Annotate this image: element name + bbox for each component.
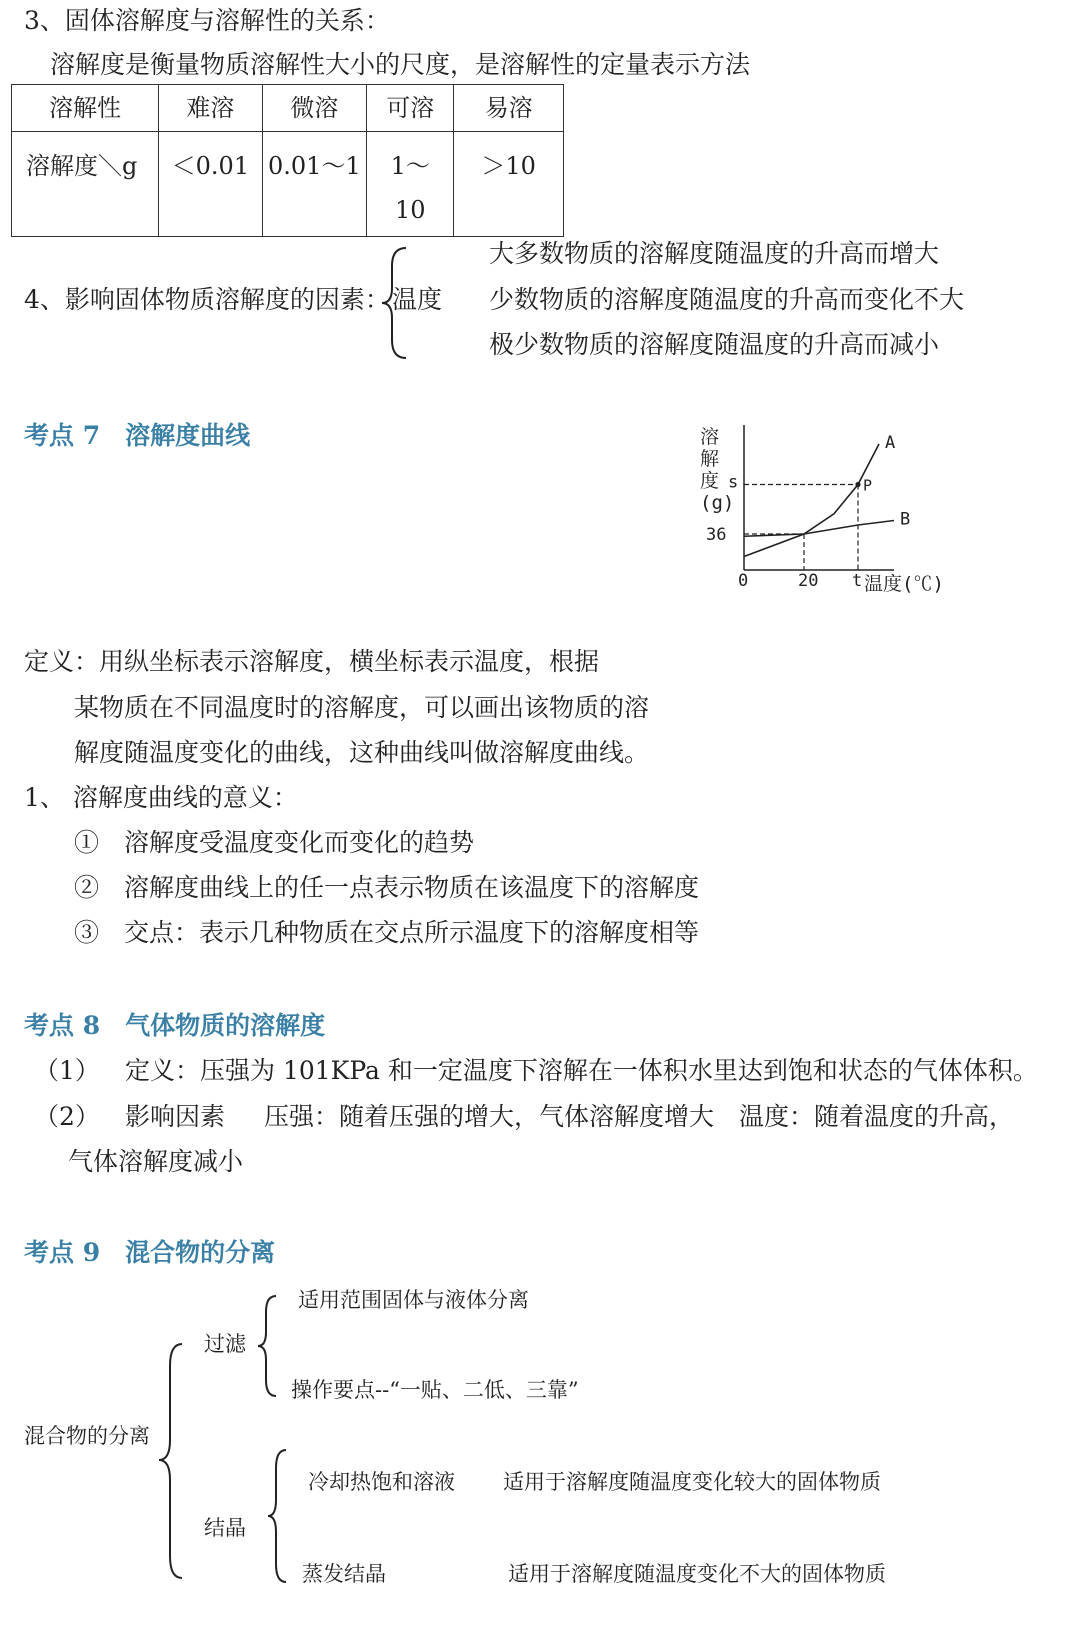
table-header-cell: 可溶 [367,85,454,132]
y-axis-label: 度 [700,470,720,492]
kaodian7-meaning-item: ② 溶解度曲线上的任一点表示物质在该温度下的溶解度 [74,873,700,902]
section4-title: 4、影响固体物质溶解度的因素： [24,285,390,314]
x-axis-label: 温度(℃) [864,573,944,595]
series-line-B [744,521,894,537]
left-brace-icon [156,1342,186,1582]
kaodian8-line2-label: 影响因素 [125,1102,226,1131]
table-row-label: 溶解度＼g [12,132,159,237]
left-brace-icon [256,1294,280,1398]
y-tick-label: s [728,472,739,493]
kaodian8-heading: 考点 8 气体物质的溶解度 [24,1011,326,1040]
table-cell: ＞10 [454,132,564,237]
kaodian7-definition-line: 解度随温度变化的曲线，这种曲线叫做溶解度曲线。 [74,738,650,767]
section3-intro: 溶解度是衡量物质溶解性大小的尺度，是溶解性的定量表示方法 [50,50,751,79]
x-tick-label: t [852,571,863,591]
table-cell [367,132,454,237]
y-axis-label: (g) [700,492,735,514]
left-brace-icon [266,1448,290,1584]
table-row [12,132,564,237]
filter-label: 过滤 [204,1332,246,1356]
x-tick-label: 0 [738,571,749,591]
crystal-cool-use: 适用于溶解度随温度变化较大的固体物质 [503,1470,881,1494]
table-header-cell: 易溶 [454,85,564,132]
table-cell-continuation: 10 [394,196,426,224]
kaodian7-definition-line: 某物质在不同温度时的溶解度，可以画出该物质的溶 [74,693,650,722]
crystal-evap-method: 蒸发结晶 [302,1562,386,1586]
separation-root-label: 混合物的分离 [24,1424,150,1448]
crystal-evap-use: 适用于溶解度随温度变化不大的固体物质 [508,1562,886,1586]
filter-scope: 适用范围固体与液体分离 [298,1288,529,1312]
series-line-A [744,444,879,557]
crystal-cool-method: 冷却热饱和溶液 [308,1470,455,1494]
kaodian7-meaning-title: 1、 溶解度曲线的意义： [24,783,298,812]
x-tick-label: 20 [798,571,819,591]
section4-factor: 温度 [392,285,443,314]
kaodian7-definition-line: 定义：用纵坐标表示溶解度，横坐标表示温度，根据 [24,647,600,676]
y-axis-label: 解 [700,448,720,470]
kaodian8-line3-text: 气体溶解度减小 [68,1147,244,1176]
table-cell: 0.01～1 [262,132,367,237]
kaodian7-heading: 考点 7 溶解度曲线 [24,421,251,450]
series-label-B: B [900,509,911,530]
section4-item: 少数物质的溶解度随温度的升高而变化不大 [489,285,965,314]
y-axis-label: 溶 [700,426,720,448]
table-cell: ＜0.01 [159,132,263,237]
kaodian7-meaning-item: ① 溶解度受温度变化而变化的趋势 [74,828,475,857]
series-label-A: A [885,433,896,453]
y-tick-label: 36 [706,525,727,545]
kaodian8-line2-number: （2） [34,1102,100,1131]
kaodian8-line1-number: （1） [34,1056,100,1085]
solubility-curve-chart [700,425,962,605]
table-header-cell: 难溶 [159,85,263,132]
table-header-cell: 溶解性 [12,85,159,132]
table-header-cell: 微溶 [262,85,367,132]
kaodian7-meaning-item: ③ 交点：表示几种物质在交点所示温度下的溶解度相等 [74,918,700,947]
section4-item: 大多数物质的溶解度随温度的升高而增大 [489,239,940,268]
filter-key-points: 操作要点--“一贴、二低、三靠” [291,1378,579,1402]
kaodian9-heading: 考点 9 混合物的分离 [24,1238,276,1267]
solubility-table [11,84,564,237]
section3-title: 3、固体溶解度与溶解性的关系： [24,6,390,35]
table-cell-line: 1～ [390,152,430,180]
crystal-label: 结晶 [204,1516,246,1540]
kaodian8-line1-text: 定义：压强为 101KPa 和一定温度下溶解在一体积水里达到饱和状态的气体体积。 [125,1056,1038,1085]
section4-item: 极少数物质的溶解度随温度的升高而减小 [489,330,940,359]
intersection-point [855,482,860,487]
table-header-row [12,85,564,132]
point-label: P [863,476,873,495]
kaodian8-line2-text: 压强：随着压强的增大，气体溶解度增大 温度：随着温度的升高， [264,1102,1015,1131]
